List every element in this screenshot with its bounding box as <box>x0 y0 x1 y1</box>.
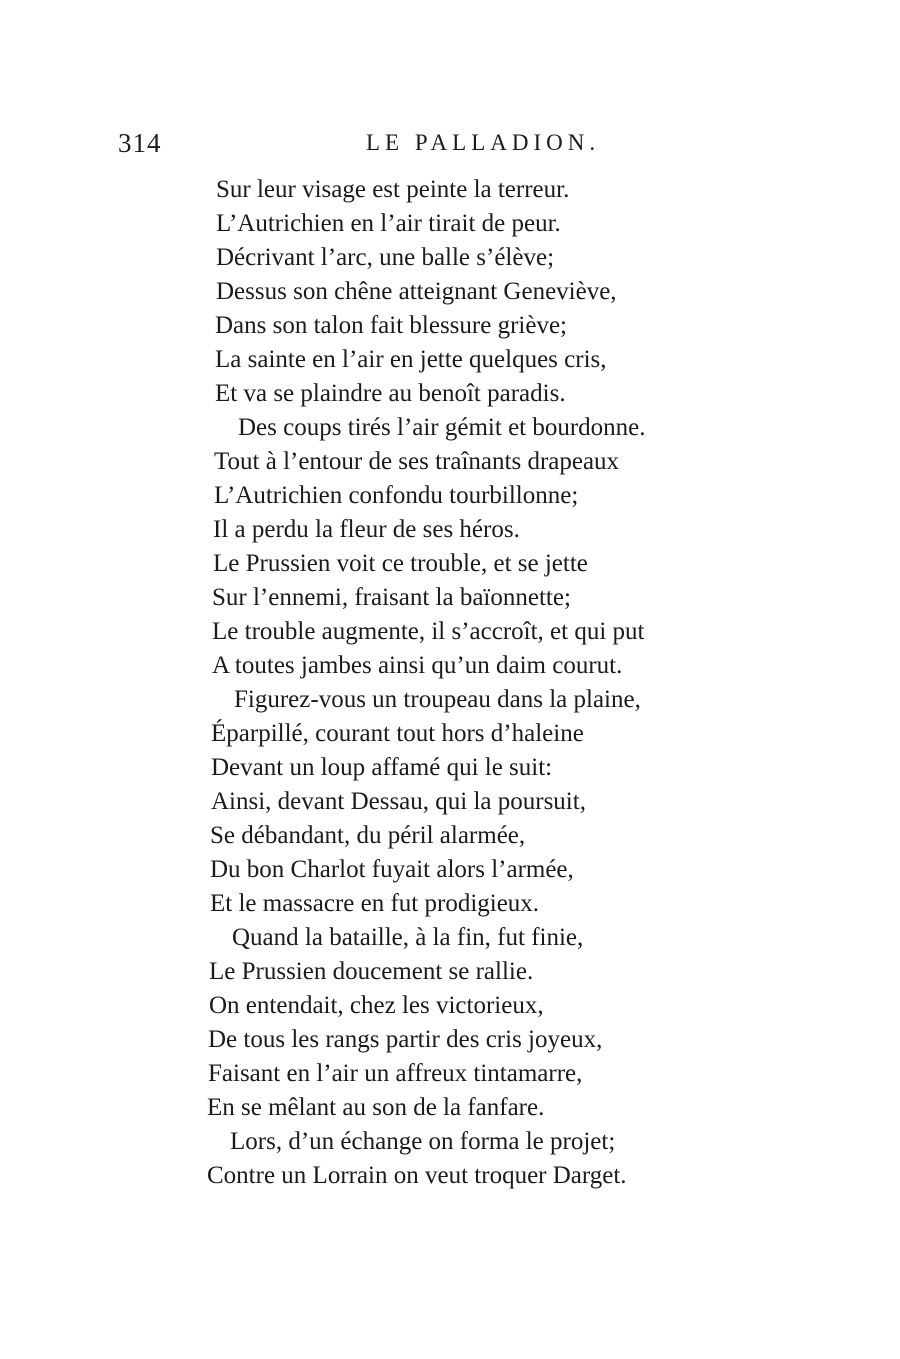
verse-line: Faisant en l’air un affreux tintamarre, <box>208 1060 583 1087</box>
verse-line: Dessus son chêne atteignant Geneviève, <box>216 278 617 305</box>
verse-line: Éparpillé, courant tout hors d’haleine <box>211 720 584 747</box>
verse-line: Du bon Charlot fuyait alors l’armée, <box>210 856 574 883</box>
verse-line: Tout à l’entour de ses traînants drapeaux <box>214 448 620 475</box>
verse-line: Décrivant l’arc, une balle s’élève; <box>216 244 555 271</box>
verse-line: Il a perdu la fleur de ses héros. <box>213 516 520 543</box>
verse-line: Le trouble augmente, il s’accroît, et qui put <box>212 618 645 645</box>
verse-line: A toutes jambes ainsi qu’un daim courut. <box>212 652 623 679</box>
verse-line: Le Prussien doucement se rallie. <box>209 958 534 985</box>
verse-line: En se mêlant au son de la fanfare. <box>207 1094 545 1121</box>
verse-line: Et va se plaindre au benoît paradis. <box>215 380 566 407</box>
verse-line: De tous les rangs partir des cris joyeux, <box>208 1026 603 1053</box>
verse-line: Lors, d’un échange on forma le projet; <box>230 1128 616 1155</box>
verse-line: L’Autrichien en l’air tirait de peur. <box>216 210 561 237</box>
verse-line: Figurez-vous un troupeau dans la plaine, <box>234 686 641 713</box>
verse-line: Quand la bataille, à la fin, fut finie, <box>232 924 584 951</box>
verse-line: Sur leur visage est peinte la terreur. <box>216 176 570 203</box>
verse-line: Dans son talon fait blessure griève; <box>215 312 567 339</box>
verse-line: Sur l’ennemi, fraisant la baïonnette; <box>212 584 571 611</box>
page-number: 314 <box>118 128 162 158</box>
verse-line: On entendait, chez les victorieux, <box>209 992 544 1019</box>
page-header <box>0 128 900 164</box>
verse-line: Devant un loup affamé qui le suit: <box>211 754 553 781</box>
verse-line: Des coups tirés l’air gémit et bourdonne. <box>238 414 646 441</box>
verse-line: L’Autrichien confondu tourbillonne; <box>214 482 579 509</box>
verse-line: Contre un Lorrain on veut troquer Darget. <box>207 1162 627 1189</box>
verse-line: La sainte en l’air en jette quelques cris, <box>215 346 607 373</box>
verse-line: Et le massacre en fut prodigieux. <box>210 890 540 917</box>
verse-line: Ainsi, devant Dessau, qui la poursuit, <box>211 788 586 815</box>
verse-line: Se débandant, du péril alarmée, <box>210 822 526 849</box>
running-title: LE PALLADION. <box>366 130 601 155</box>
verse-line: Le Prussien voit ce trouble, et se jette <box>213 550 588 577</box>
